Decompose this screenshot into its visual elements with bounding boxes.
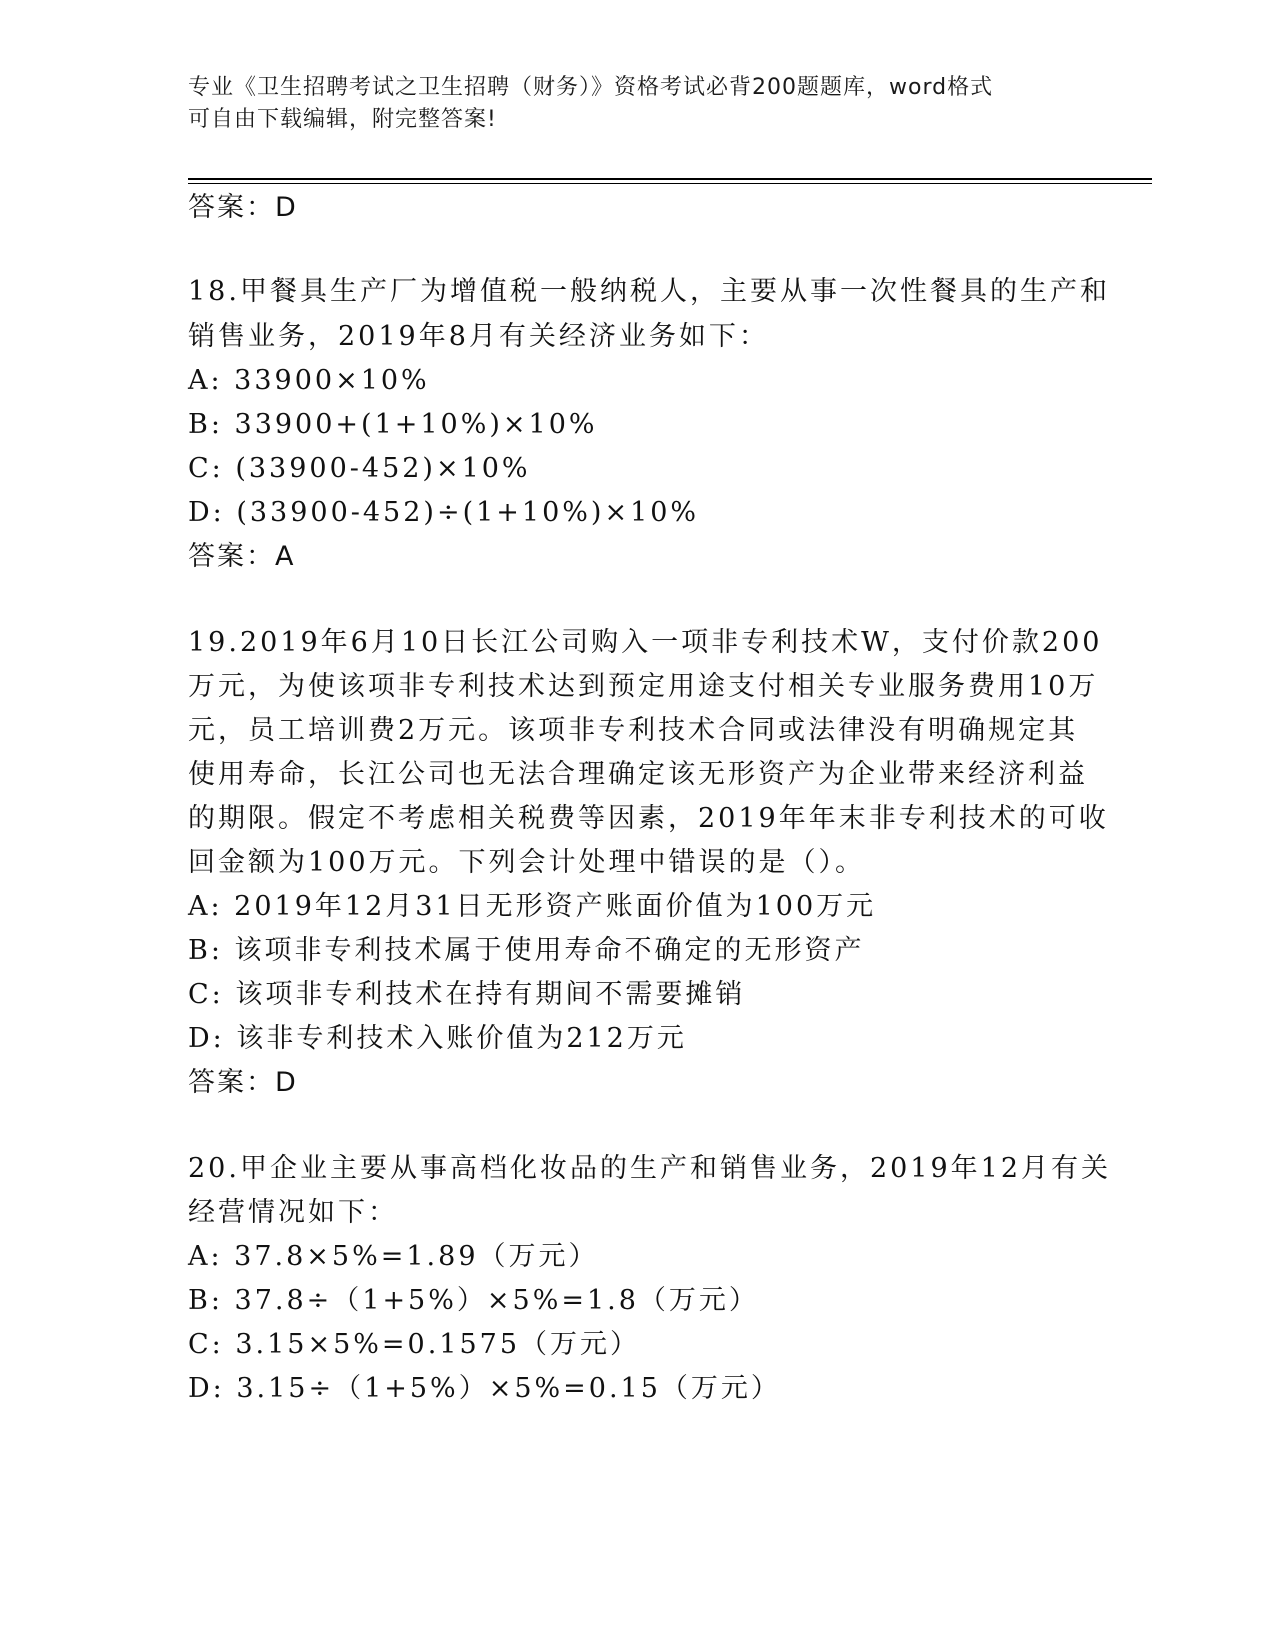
q19-stem-line-3: 元，员工培训费2万元。该项非专利技术合同或法律没有明确规定其 (188, 715, 1079, 746)
q20-stem-line-2: 经营情况如下： (188, 1197, 398, 1228)
q19-stem-line-2: 万元，为使该项非专利技术达到预定用途支付相关专业服务费用10万 (188, 671, 1099, 702)
q18-option-a: A: 33900×10% (188, 365, 430, 396)
q19-answer: 答案：D (188, 1067, 298, 1098)
header-line-1: 专业《卫生招聘考试之卫生招聘（财务）》资格考试必背200题题库，word格式 (188, 75, 994, 100)
q20-option-a: A: 37.8×5%=1.89（万元） (188, 1241, 599, 1272)
q20-option-b: B: 37.8÷（1+5%）×5%=1.8（万元） (188, 1285, 759, 1316)
q19-stem-line-1: 19.2019年6月10日长江公司购入一项非专利技术W，支付价款200 (188, 627, 1103, 658)
header-rule-thin (188, 183, 1152, 184)
header-rule-thick (188, 178, 1152, 180)
q19-stem-line-6: 回金额为100万元。下列会计处理中错误的是（）。 (188, 847, 866, 878)
q18-option-c: C: (33900-452)×10% (188, 453, 531, 484)
q19-option-a: A: 2019年12月31日无形资产账面价值为100万元 (188, 891, 877, 922)
q20-option-c: C: 3.15×5%=0.1575（万元） (188, 1329, 641, 1360)
q18-stem-line-2: 销售业务，2019年8月有关经济业务如下： (188, 321, 769, 352)
q19-stem-line-4: 使用寿命，长江公司也无法合理确定该无形资产为企业带来经济利益 (188, 759, 1088, 790)
q20-option-d: D: 3.15÷（1+5%）×5%=0.15（万元） (188, 1373, 781, 1404)
q19-stem-line-5: 的期限。假定不考虑相关税费等因素，2019年年末非专利技术的可收 (188, 803, 1109, 834)
q18-option-d: D: (33900-452)÷(1+10%)×10% (188, 497, 700, 528)
q18-answer: 答案：A (188, 541, 296, 572)
q18-stem-line-1: 18.甲餐具生产厂为增值税一般纳税人，主要从事一次性餐具的生产和 (188, 276, 1110, 307)
q19-option-b: B: 该项非专利技术属于使用寿命不确定的无形资产 (188, 935, 865, 966)
header-line-2: 可自由下载编辑，附完整答案! (188, 107, 497, 132)
q19-option-d: D: 该非专利技术入账价值为212万元 (188, 1023, 687, 1054)
q19-option-c: C: 该项非专利技术在持有期间不需要摊销 (188, 979, 746, 1010)
q18-option-b: B: 33900+(1+10%)×10% (188, 409, 598, 440)
q20-stem-line-1: 20.甲企业主要从事高档化妆品的生产和销售业务，2019年12月有关 (188, 1153, 1112, 1184)
document-header (188, 72, 1088, 136)
previous-answer: 答案：D (188, 192, 298, 223)
